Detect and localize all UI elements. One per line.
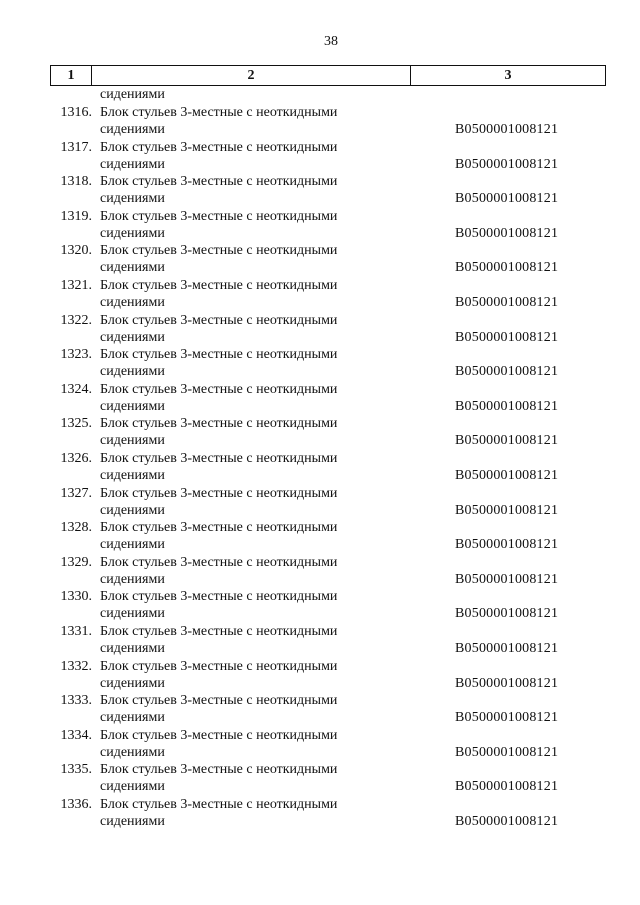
row-description-line1: Блок стульев 3-местные с неоткидными bbox=[100, 693, 338, 709]
row-description-line1: Блок стульев 3-местные с неоткидными bbox=[100, 485, 338, 501]
row-number: 1322. bbox=[60, 312, 92, 328]
row-description bbox=[100, 692, 400, 726]
table-row bbox=[0, 588, 640, 623]
row-description-line1: Блок стульев 3-местные с неоткидными bbox=[100, 796, 338, 812]
row-code: B0500001008121 bbox=[455, 606, 559, 622]
row-description-line2: сидениями bbox=[100, 225, 165, 241]
row-description-line2: сидениями bbox=[100, 294, 165, 310]
row-description bbox=[100, 727, 400, 761]
row-code: B0500001008121 bbox=[455, 710, 559, 726]
row-description bbox=[100, 623, 400, 657]
continuation-text: сидениями bbox=[100, 87, 165, 102]
table-row bbox=[0, 381, 640, 416]
row-code: B0500001008121 bbox=[455, 225, 559, 241]
header-col-3: 3 bbox=[504, 67, 512, 83]
row-description-line1: Блок стульев 3-местные с неоткидными bbox=[100, 520, 338, 536]
table-row bbox=[0, 312, 640, 347]
row-description-line2: сидениями bbox=[100, 191, 165, 207]
row-code: B0500001008121 bbox=[455, 467, 559, 483]
table-header bbox=[50, 65, 606, 86]
header-col-2: 2 bbox=[92, 66, 411, 85]
table-row bbox=[0, 242, 640, 277]
table-row bbox=[0, 346, 640, 381]
row-description-line2: сидениями bbox=[100, 433, 165, 449]
row-description-line2: сидениями bbox=[100, 260, 165, 276]
row-description-line2: сидениями bbox=[100, 398, 165, 414]
table-row bbox=[0, 692, 640, 727]
row-description-line2: сидениями bbox=[100, 502, 165, 518]
table-row bbox=[0, 761, 640, 796]
row-description-line2: сидениями bbox=[100, 537, 165, 553]
row-number: 1320. bbox=[60, 243, 92, 259]
row-code: B0500001008121 bbox=[455, 122, 559, 137]
row-description-line2: сидениями bbox=[100, 156, 165, 172]
row-description-line1: Блок стульев 3-местные с неоткидными bbox=[100, 762, 338, 778]
row-number: 1335. bbox=[60, 762, 92, 778]
row-description-line2: сидениями bbox=[100, 744, 165, 760]
row-number: 1327. bbox=[60, 485, 92, 501]
row-description bbox=[100, 208, 400, 242]
row-description-line2: сидениями bbox=[100, 640, 165, 656]
row-description-line2: сидениями bbox=[100, 710, 165, 726]
row-description-line2: сидениями bbox=[100, 329, 165, 345]
row-number: 1323. bbox=[60, 347, 92, 363]
table-row bbox=[0, 104, 640, 139]
row-description bbox=[100, 415, 400, 449]
table-row bbox=[0, 208, 640, 243]
table-row bbox=[0, 727, 640, 762]
header-col-1: 1 bbox=[51, 66, 92, 85]
row-number: 1334. bbox=[60, 727, 92, 743]
row-description bbox=[100, 104, 400, 138]
row-description-line2: сидениями bbox=[100, 813, 165, 829]
row-description bbox=[100, 554, 400, 588]
row-number: 1317. bbox=[60, 139, 92, 155]
row-code: B0500001008121 bbox=[455, 502, 559, 518]
row-description-line2: сидениями bbox=[100, 364, 165, 380]
row-description-line1: Блок стульев 3-местные с неоткидными bbox=[100, 381, 338, 397]
row-description-line1: Блок стульев 3-местные с неоткидными bbox=[100, 589, 338, 605]
table-row bbox=[0, 415, 640, 450]
table-row bbox=[0, 796, 640, 831]
row-number: 1316. bbox=[60, 105, 92, 120]
row-number: 1318. bbox=[60, 174, 92, 190]
row-description-line2: сидениями bbox=[100, 571, 165, 587]
row-description-line1: Блок стульев 3-местные с неоткидными bbox=[100, 243, 338, 259]
row-description-line2: сидениями bbox=[100, 467, 165, 483]
row-code: B0500001008121 bbox=[455, 329, 559, 345]
table-row bbox=[0, 277, 640, 312]
row-number: 1321. bbox=[60, 277, 92, 293]
row-description bbox=[100, 139, 400, 173]
row-number: 1336. bbox=[60, 796, 92, 812]
row-description bbox=[100, 485, 400, 519]
row-number: 1325. bbox=[60, 416, 92, 432]
row-code: B0500001008121 bbox=[455, 571, 559, 587]
row-description-line1: Блок стульев 3-местные с неоткидными bbox=[100, 174, 338, 190]
row-description-line1: Блок стульев 3-местные с неоткидными bbox=[100, 312, 338, 328]
row-description-line1: Блок стульев 3-местные с неоткидными bbox=[100, 416, 338, 432]
table-row bbox=[0, 554, 640, 589]
row-description bbox=[100, 346, 400, 380]
row-number: 1328. bbox=[60, 520, 92, 536]
row-description-line1: Блок стульев 3-местные с неоткидными bbox=[100, 727, 338, 743]
row-description bbox=[100, 312, 400, 346]
row-description-line1: Блок стульев 3-местные с неоткидными bbox=[100, 208, 338, 224]
row-description bbox=[100, 450, 400, 484]
table-row bbox=[0, 658, 640, 693]
row-number: 1329. bbox=[60, 554, 92, 570]
row-description bbox=[100, 173, 400, 207]
table-row bbox=[0, 173, 640, 208]
page-number: 38 bbox=[324, 34, 338, 49]
table-row bbox=[0, 450, 640, 485]
row-description-line2: сидениями bbox=[100, 779, 165, 795]
row-description-line1: Блок стульев 3-местные с неоткидными bbox=[100, 277, 338, 293]
row-number: 1324. bbox=[60, 381, 92, 397]
table-row bbox=[0, 485, 640, 520]
row-description bbox=[100, 761, 400, 795]
row-code: B0500001008121 bbox=[455, 744, 559, 760]
row-code: B0500001008121 bbox=[455, 813, 559, 829]
row-code: B0500001008121 bbox=[455, 779, 559, 795]
row-number: 1330. bbox=[60, 589, 92, 605]
row-code: B0500001008121 bbox=[455, 191, 559, 207]
row-description-line1: Блок стульев 3-местные с неоткидными bbox=[100, 658, 338, 674]
row-code: B0500001008121 bbox=[455, 537, 559, 553]
row-code: B0500001008121 bbox=[455, 433, 559, 449]
row-code: B0500001008121 bbox=[455, 156, 559, 172]
row-description bbox=[100, 519, 400, 553]
row-description-line1: Блок стульев 3-местные с неоткидными bbox=[100, 105, 338, 120]
table-row bbox=[0, 139, 640, 174]
row-description bbox=[100, 381, 400, 415]
table-row bbox=[0, 519, 640, 554]
row-description-line1: Блок стульев 3-местные с неоткидными bbox=[100, 554, 338, 570]
row-number: 1332. bbox=[60, 658, 92, 674]
row-code: B0500001008121 bbox=[455, 398, 559, 414]
row-code: B0500001008121 bbox=[455, 640, 559, 656]
row-code: B0500001008121 bbox=[455, 675, 559, 691]
row-number: 1331. bbox=[60, 623, 92, 639]
row-code: B0500001008121 bbox=[455, 364, 559, 380]
row-description bbox=[100, 588, 400, 622]
row-description-line1: Блок стульев 3-местные с неоткидными bbox=[100, 139, 338, 155]
row-description-line2: сидениями bbox=[100, 122, 165, 137]
row-number: 1319. bbox=[60, 208, 92, 224]
row-description-line1: Блок стульев 3-местные с неоткидными bbox=[100, 623, 338, 639]
row-number: 1326. bbox=[60, 450, 92, 466]
row-description-line1: Блок стульев 3-местные с неоткидными bbox=[100, 450, 338, 466]
row-description bbox=[100, 277, 400, 311]
table-row bbox=[0, 623, 640, 658]
row-description-line2: сидениями bbox=[100, 675, 165, 691]
row-code: B0500001008121 bbox=[455, 260, 559, 276]
row-code: B0500001008121 bbox=[455, 294, 559, 310]
row-description-line2: сидениями bbox=[100, 606, 165, 622]
row-number: 1333. bbox=[60, 693, 92, 709]
row-description-line1: Блок стульев 3-местные с неоткидными bbox=[100, 347, 338, 363]
table-body bbox=[0, 104, 640, 830]
row-description bbox=[100, 796, 400, 830]
row-description bbox=[100, 658, 400, 692]
row-description bbox=[100, 242, 400, 276]
